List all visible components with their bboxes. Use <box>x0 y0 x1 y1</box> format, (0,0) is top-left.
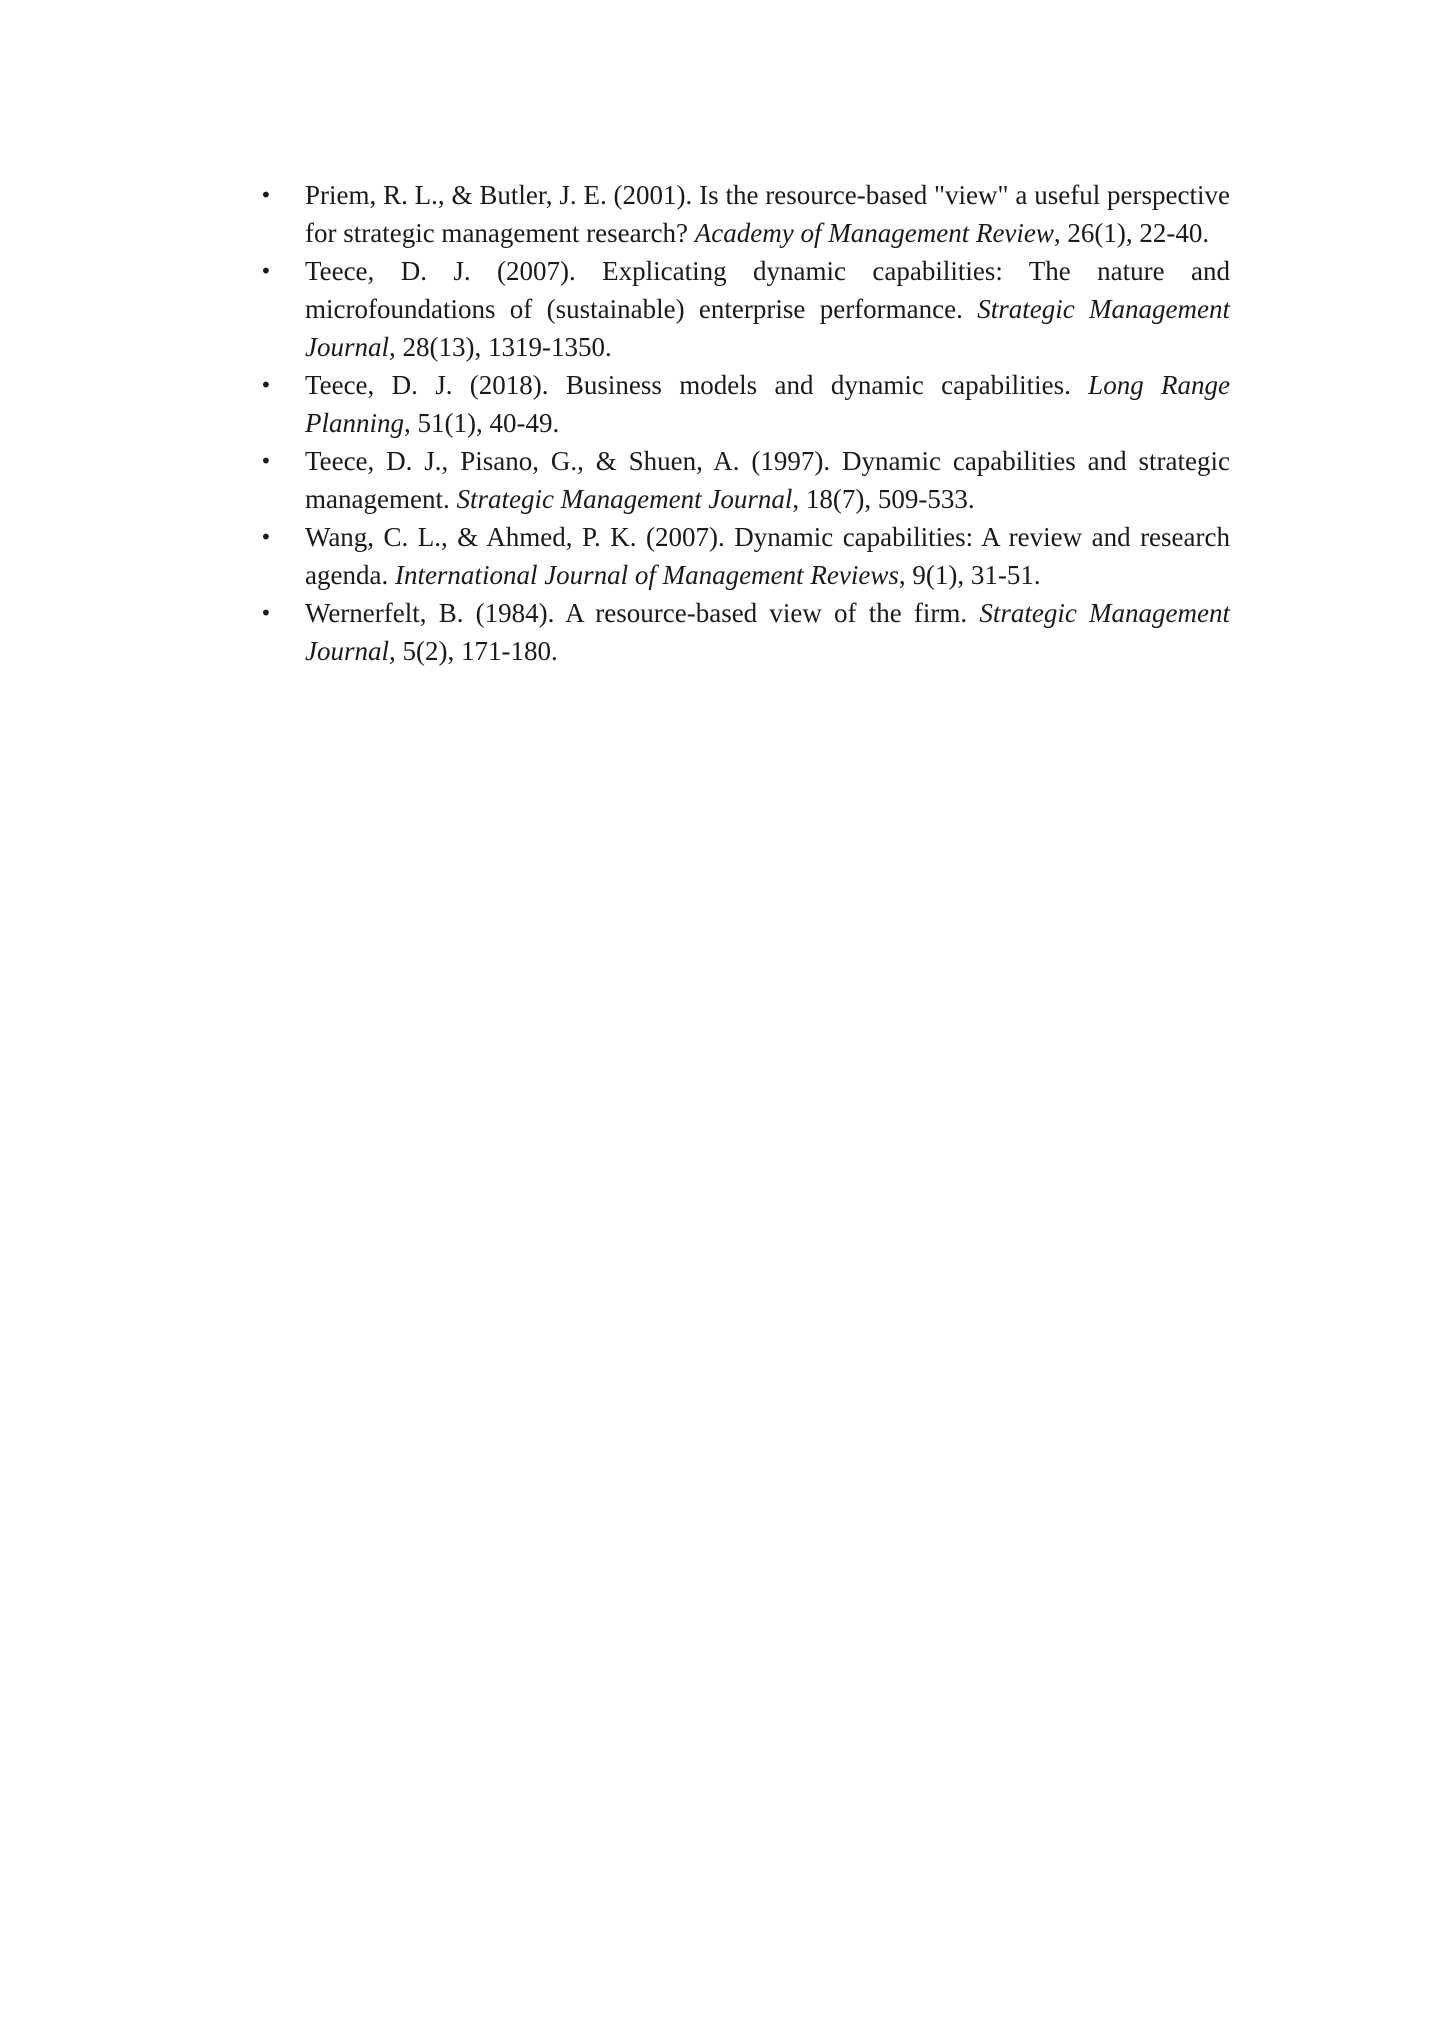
reference-text: Priem, R. L., & Butler, J. E. (2001). Is the resource-based "view" a useful perspective for strategic management research? <box>305 180 1230 248</box>
bullet-icon: • <box>260 373 272 397</box>
reference-citation: , 51(1), 40-49. <box>404 408 560 438</box>
reference-text: Teece, D. J. (2018). Business models and dynamic capabilities. <box>305 370 1089 400</box>
reference-item <box>255 594 1230 670</box>
bullet-icon: • <box>260 183 272 207</box>
reference-citation: , 5(2), 171-180. <box>389 636 558 666</box>
reference-list <box>255 176 1230 670</box>
reference-item <box>255 366 1230 442</box>
journal-title: Long Range Planning <box>305 370 1230 438</box>
reference-text: Teece, D. J. (2007). Explicating dynamic capabilities: The nature and microfoundations of (sustainable) enterprise performance. <box>305 256 1230 324</box>
reference-item <box>255 518 1230 594</box>
reference-text: Wernerfelt, B. (1984). A resource-based view of the firm. <box>305 598 980 628</box>
journal-title: Strategic Management Journal <box>456 484 793 514</box>
journal-title: Strategic Management Journal <box>305 598 1230 666</box>
reference-text: Teece, D. J., Pisano, G., & Shuen, A. (1997). Dynamic capabilities and strategic management. <box>305 446 1230 514</box>
journal-title: Academy of Management Review <box>694 218 1054 248</box>
bullet-icon: • <box>260 601 272 625</box>
journal-title: International Journal of Management Reviews <box>394 560 899 590</box>
reference-item <box>255 252 1230 366</box>
reference-text: Wang, C. L., & Ahmed, P. K. (2007). Dynamic capabilities: A review and research agenda. <box>305 522 1230 590</box>
journal-title: Strategic Management Journal <box>305 294 1230 362</box>
bullet-icon: • <box>260 449 272 473</box>
reference-citation: , 9(1), 31-51. <box>898 560 1041 590</box>
reference-citation: , 26(1), 22-40. <box>1053 218 1210 248</box>
reference-item <box>255 442 1230 518</box>
bullet-icon: • <box>260 525 272 549</box>
reference-citation: , 28(13), 1319-1350. <box>389 332 612 362</box>
reference-item <box>255 176 1230 252</box>
bullet-icon: • <box>260 259 272 283</box>
reference-citation: , 18(7), 509-533. <box>792 484 975 514</box>
